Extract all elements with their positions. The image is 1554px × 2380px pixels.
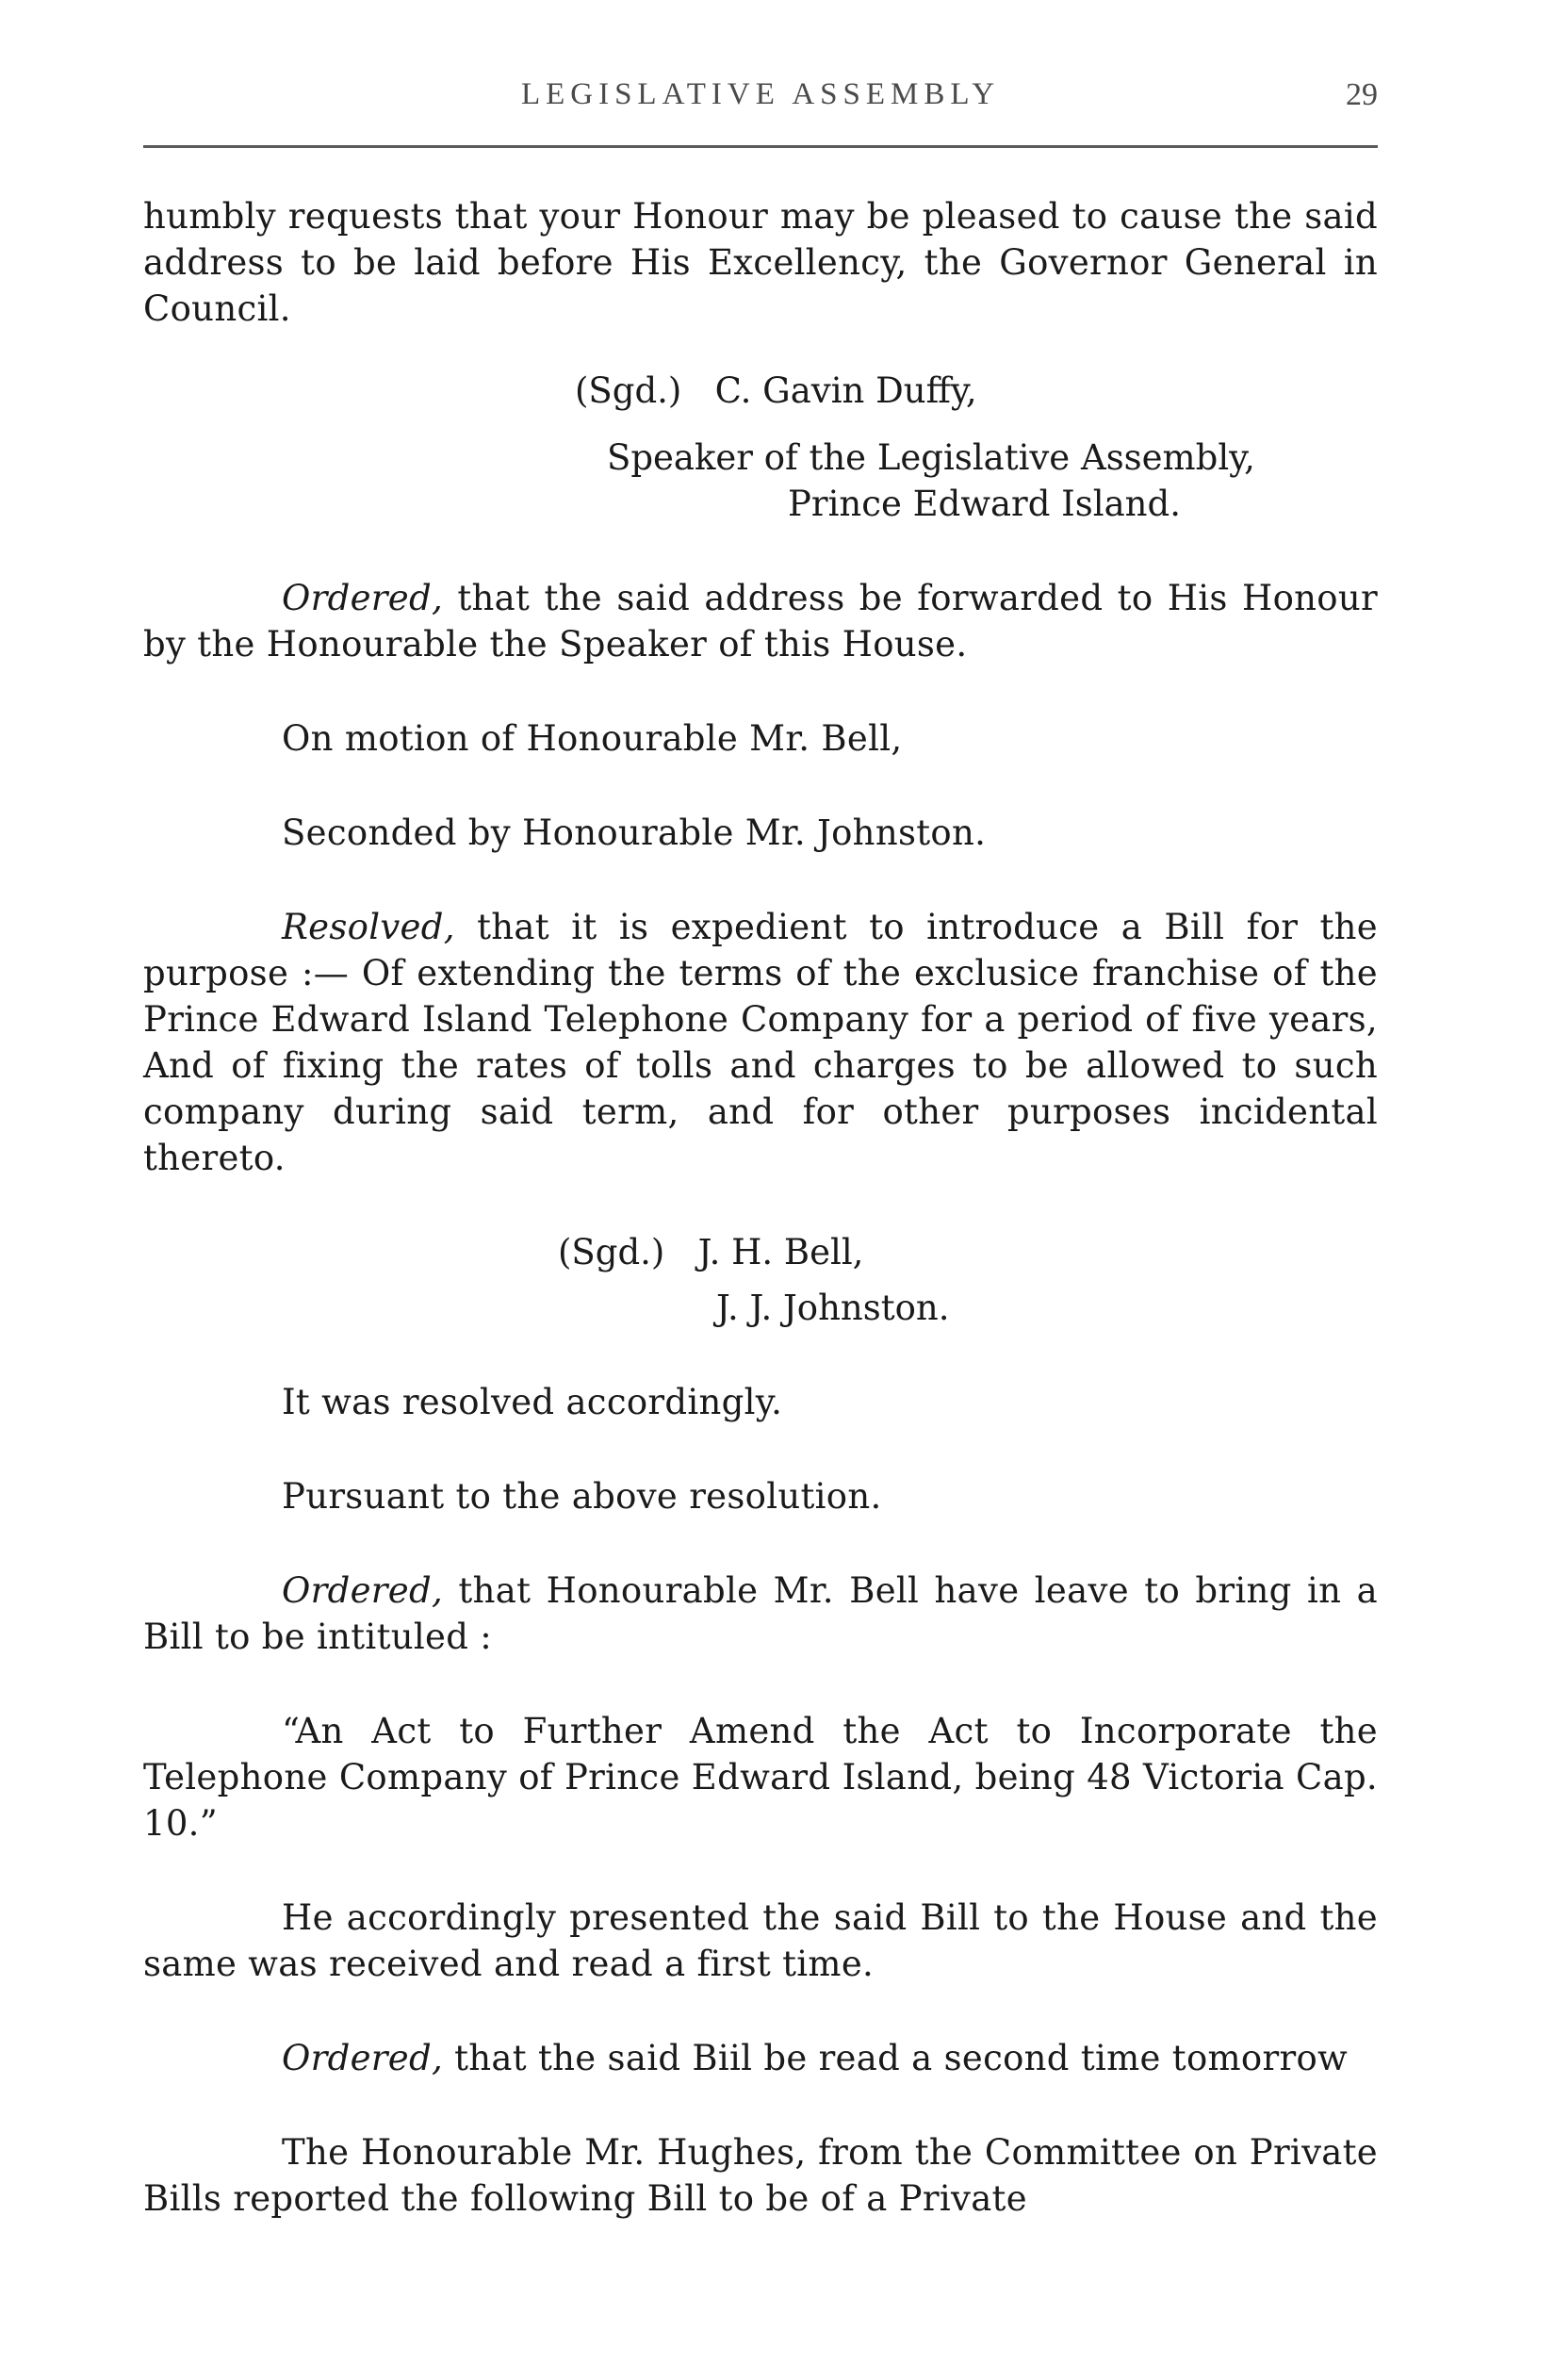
signature-name-2: J. J. Johnston. xyxy=(716,1288,950,1328)
signature-line xyxy=(558,1229,1378,1275)
signature-prefix: (Sgd.) xyxy=(575,370,682,411)
paragraph-ordered-leave xyxy=(143,1568,1378,1660)
ordered-text: that the said address be forwarded to His Honour by the Honourable the Speaker of this House. xyxy=(143,578,1378,665)
paragraph-bill-title: “An Act to Further Amend the Act to Incorporate the Telephone Company of Prince Edward Island, being 48 Victoria Cap. 10.” xyxy=(143,1711,1378,1844)
signature-line xyxy=(575,368,1378,414)
page-number: 29 xyxy=(1346,77,1378,112)
signature-prefix: (Sgd.) xyxy=(558,1232,665,1272)
paragraph-seconded: Seconded by Honourable Mr. Johnston. xyxy=(282,812,987,853)
ordered-text: that Honourable Mr. Bell have leave to bring in a Bill to be intituled : xyxy=(143,1570,1378,1657)
paragraph-ordered-second-reading xyxy=(143,2035,1378,2081)
paragraph-first-reading: He accordingly presented the said Bill to the House and the same was received and read a first time. xyxy=(143,1897,1378,1984)
paragraph-ordered-address xyxy=(143,575,1378,667)
resolved-label: Resolved, xyxy=(282,907,455,947)
ordered-label: Ordered, xyxy=(282,578,444,618)
ordered-label: Ordered, xyxy=(282,1570,444,1611)
resolved-text: that it is expedient to introduce a Bill for the purpose :— Of extending the terms of the exclusice franchise of the Prince Edward Island Telephone Company for a period of five years, And of fixing the rates of tolls and charges to be allowed to such company during said term, and for other purposes incidental thereto. xyxy=(143,907,1378,1178)
ordered-text: that the said Biil be read a second time tomorrow xyxy=(443,2038,1349,2078)
running-title: LEGISLATIVE ASSEMBLY xyxy=(520,77,1001,111)
signature-name: J. H. Bell, xyxy=(697,1232,864,1272)
speaker-title-line-2: Prince Edward Island. xyxy=(788,484,1181,524)
ordered-label: Ordered, xyxy=(282,2038,444,2078)
speaker-title-line-1: Speaker of the Legislative Assembly, xyxy=(607,437,1255,478)
signature-block-movers xyxy=(143,1229,1378,1331)
signature-name: C. Gavin Duffy, xyxy=(714,370,977,411)
signature-block-speaker xyxy=(143,368,1378,414)
document-body xyxy=(143,193,1378,2222)
paragraph-pursuant: Pursuant to the above resolution. xyxy=(282,1476,882,1517)
page xyxy=(143,57,1378,2338)
paragraph-resolved-accordingly: It was resolved accordingly. xyxy=(282,1382,783,1422)
speaker-title-block xyxy=(143,435,1378,527)
paragraph-motion: On motion of Honourable Mr. Bell, xyxy=(282,718,903,759)
running-head xyxy=(143,57,1378,123)
paragraph-resolved xyxy=(143,904,1378,1181)
header-rule xyxy=(143,145,1378,148)
paragraph-committee-report: The Honourable Mr. Hughes, from the Committee on Private Bills reported the following Bill to be of a Private xyxy=(143,2132,1378,2219)
paragraph-request: humbly requests that your Honour may be pleased to cause the said address to be laid before His Excellency, the Governor General in Council. xyxy=(143,196,1378,329)
